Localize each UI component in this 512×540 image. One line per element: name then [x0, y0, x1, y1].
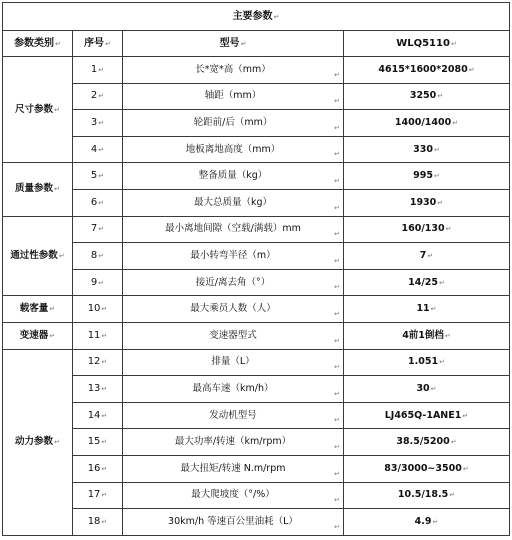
- seq-cell: 10↵: [73, 296, 123, 323]
- seq-cell: 17↵: [73, 482, 123, 509]
- header-seq: 序号↵: [73, 31, 123, 57]
- table-row: [3, 243, 510, 270]
- value-cell: 83/3000~3500↵: [344, 455, 510, 482]
- category-cell: 载客量↵: [3, 296, 73, 323]
- table-row: [3, 57, 510, 84]
- item-cell: 最小转弯半径（m） ↵: [123, 243, 344, 270]
- value-cell: 1930↵: [344, 189, 510, 216]
- category-cell: 通过性参数↵: [3, 216, 73, 296]
- table-row: [3, 216, 510, 243]
- table-row: [3, 429, 510, 456]
- table-row: [3, 296, 510, 323]
- table-row: [3, 455, 510, 482]
- table-row: [3, 482, 510, 509]
- table-row: [3, 349, 510, 376]
- item-cell: 最大爬坡度（°/%） ↵: [123, 482, 344, 509]
- header-category: 参数类别↵: [3, 31, 73, 57]
- value-cell: 4.9↵: [344, 509, 510, 536]
- item-cell: 排量（L） ↵: [123, 349, 344, 376]
- seq-cell: 1↵: [73, 57, 123, 84]
- item-cell: 最小离地间隙（空载/满载）mm ↵: [123, 216, 344, 243]
- category-cell: 变速器↵: [3, 322, 73, 349]
- header-row: [3, 31, 510, 57]
- table-row: [3, 136, 510, 163]
- value-cell: 3250↵: [344, 83, 510, 110]
- table-row: [3, 189, 510, 216]
- seq-cell: 6↵: [73, 189, 123, 216]
- table-row: [3, 163, 510, 190]
- seq-cell: 4↵: [73, 136, 123, 163]
- item-cell: 轮距前/后（mm） ↵: [123, 110, 344, 137]
- item-cell: 轴距（mm） ↵: [123, 83, 344, 110]
- value-cell: 4615*1600*2080↵: [344, 57, 510, 84]
- table-row: [3, 509, 510, 536]
- seq-cell: 2↵: [73, 83, 123, 110]
- item-cell: 长*宽*高（mm） ↵: [123, 57, 344, 84]
- table-row: [3, 402, 510, 429]
- item-cell: 最大扭矩/转速 N.m/rpm ↵: [123, 455, 344, 482]
- category-cell: 质量参数↵: [3, 163, 73, 216]
- item-cell: 最大乘员人数（人） ↵: [123, 296, 344, 323]
- item-cell: 整备质量（kg） ↵: [123, 163, 344, 190]
- seq-cell: 9↵: [73, 269, 123, 296]
- value-cell: 11↵: [344, 296, 510, 323]
- header-model: WLQ5110↵: [344, 31, 510, 57]
- value-cell: 1400/1400↵: [344, 110, 510, 137]
- value-cell: 160/130↵: [344, 216, 510, 243]
- value-cell: 30↵: [344, 376, 510, 403]
- item-cell: 最大总质量（kg） ↵: [123, 189, 344, 216]
- seq-cell: 7↵: [73, 216, 123, 243]
- seq-cell: 15↵: [73, 429, 123, 456]
- seq-cell: 16↵: [73, 455, 123, 482]
- value-cell: 330↵: [344, 136, 510, 163]
- seq-cell: 14↵: [73, 402, 123, 429]
- seq-cell: 13↵: [73, 376, 123, 403]
- spec-table: [2, 2, 510, 536]
- table-row: [3, 83, 510, 110]
- seq-cell: 11↵: [73, 322, 123, 349]
- header-item: 型号↵: [123, 31, 344, 57]
- seq-cell: 18↵: [73, 509, 123, 536]
- item-cell: 地板离地高度（mm） ↵: [123, 136, 344, 163]
- category-cell: 尺寸参数↵: [3, 57, 73, 163]
- seq-cell: 5↵: [73, 163, 123, 190]
- table-row: [3, 322, 510, 349]
- value-cell: 14/25↵: [344, 269, 510, 296]
- item-cell: 接近/离去角（°） ↵: [123, 269, 344, 296]
- value-cell: 995↵: [344, 163, 510, 190]
- table-row: [3, 269, 510, 296]
- table-row: [3, 110, 510, 137]
- item-cell: 变速器型式 ↵: [123, 322, 344, 349]
- seq-cell: 12↵: [73, 349, 123, 376]
- category-cell: 动力参数↵: [3, 349, 73, 535]
- value-cell: 38.5/5200↵: [344, 429, 510, 456]
- value-cell: 1.051↵: [344, 349, 510, 376]
- table-row: [3, 376, 510, 403]
- value-cell: 7↵: [344, 243, 510, 270]
- spec-document: [2, 2, 509, 536]
- item-cell: 30km/h 等速百公里油耗（L） ↵: [123, 509, 344, 536]
- value-cell: 4前1倒档↵: [344, 322, 510, 349]
- item-cell: 发动机型号 ↵: [123, 402, 344, 429]
- seq-cell: 8↵: [73, 243, 123, 270]
- title-row: [3, 3, 510, 31]
- item-cell: 最大功率/转速（km/rpm） ↵: [123, 429, 344, 456]
- table-title: 主要参数↵: [3, 3, 510, 31]
- seq-cell: 3↵: [73, 110, 123, 137]
- value-cell: LJ465Q-1ANE1↵: [344, 402, 510, 429]
- item-cell: 最高车速（km/h） ↵: [123, 376, 344, 403]
- value-cell: 10.5/18.5↵: [344, 482, 510, 509]
